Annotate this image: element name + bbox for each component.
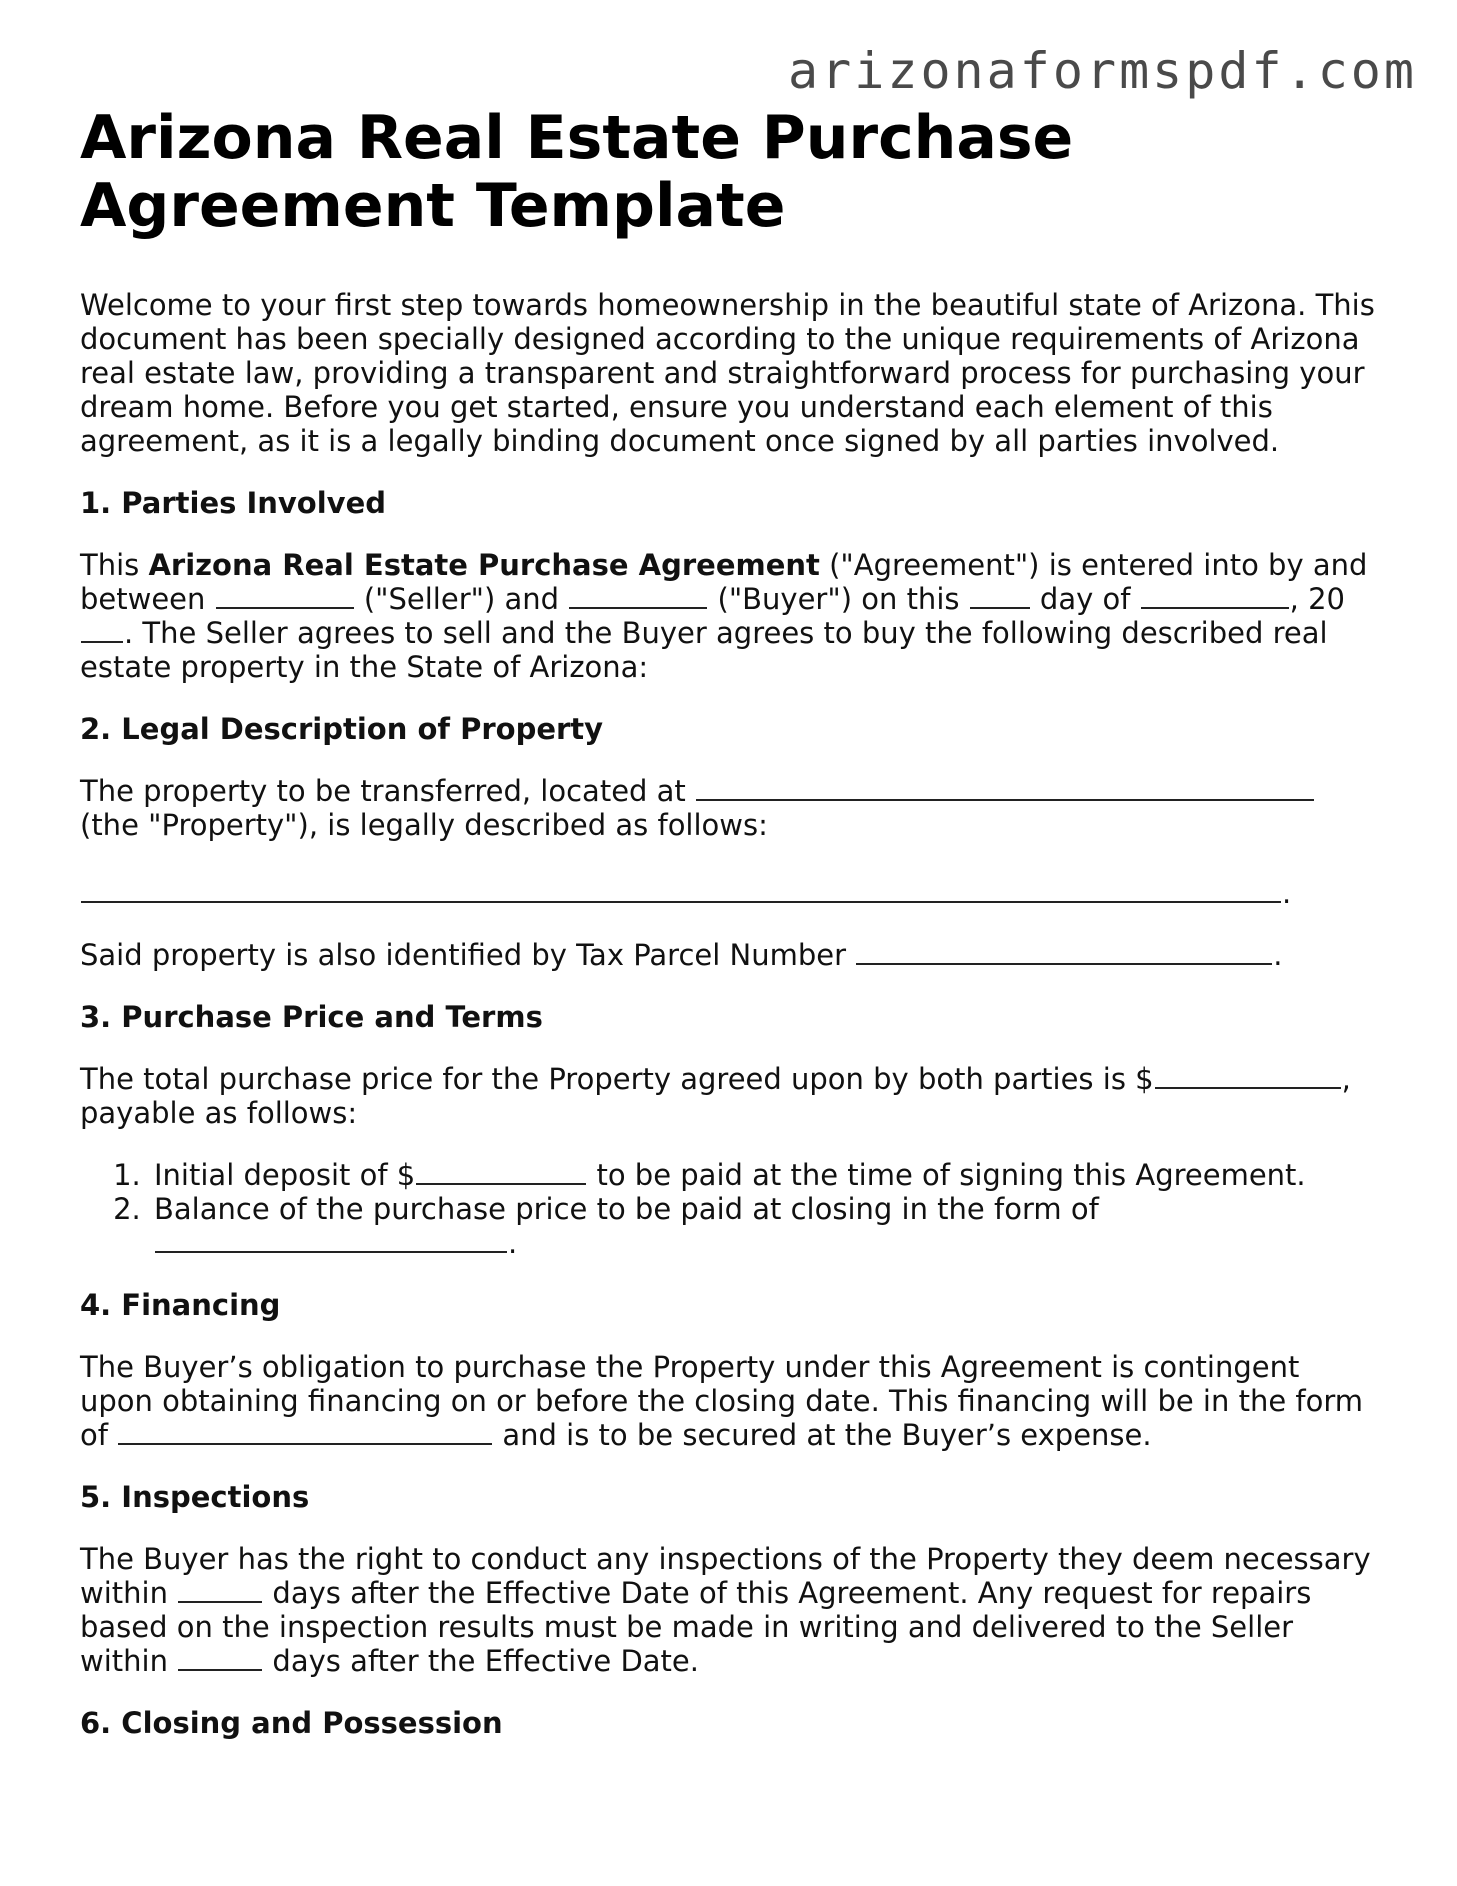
buyer-name-blank[interactable]	[569, 585, 707, 609]
property-location-text-end: (the "Property"), is legally described as follows:	[80, 808, 768, 842]
section-heading-closing: 6. Closing and Possession	[80, 1706, 503, 1740]
tax-parcel-paragraph	[80, 938, 1380, 972]
legal-description-blank[interactable]	[81, 879, 1281, 903]
tax-parcel-text: Said property is also identified by Tax Parcel Number	[80, 938, 856, 972]
inspections-text-c: days after the Effective Date.	[263, 1644, 699, 1678]
year-blank[interactable]	[81, 619, 123, 643]
document-page	[80, 104, 1380, 1768]
financing-form-blank[interactable]	[118, 1421, 492, 1445]
balance-blank-line	[154, 1226, 1380, 1260]
initial-deposit-blank[interactable]	[416, 1161, 586, 1185]
intro-paragraph: Welcome to your first step towards homeownership in the beautiful state of Arizona. This document has been specially designed according to the unique requirements of Arizona real estate law, providing a transparent and straightforward process for purchasing your dream home. Before you get started, ensure you understand each element of this agreement, as it is a legally binding document once signed by all parties involved.	[80, 288, 1375, 458]
parties-text-end: . The Seller agrees to sell and the Buyer agrees to buy the following described real estate property in the State of Arizona:	[80, 616, 1328, 684]
initial-deposit-text: Initial deposit of $	[154, 1158, 416, 1192]
section-heading-legal-description: 2. Legal Description of Property	[80, 712, 604, 746]
section-heading-parties: 1. Parties Involved	[80, 486, 387, 520]
day-blank[interactable]	[970, 585, 1030, 609]
parties-text-day: day of	[1030, 582, 1140, 616]
section-heading-financing: 4. Financing	[80, 1288, 281, 1322]
parties-paragraph	[80, 548, 1380, 684]
parties-text-between: ("Agreement") is entered into by and between	[80, 548, 1368, 616]
title-line-1: Arizona Real Estate Purchase	[80, 103, 1074, 173]
financing-paragraph	[80, 1350, 1380, 1452]
parties-text-year: , 20	[1289, 582, 1345, 616]
section-heading-purchase-price: 3. Purchase Price and Terms	[80, 1000, 543, 1034]
list-item-initial-deposit	[150, 1158, 1380, 1192]
parties-text-seller: ("Seller") and	[354, 582, 569, 616]
financing-text-end: and is to be secured at the Buyer’s expense.	[493, 1418, 1152, 1452]
purchase-price-paragraph	[80, 1062, 1380, 1130]
inspections-text-a: The Buyer has the right to conduct any inspections of the Property they deem necessary within	[80, 1542, 1371, 1610]
tax-parcel-blank[interactable]	[856, 941, 1272, 965]
purchase-price-text: The total purchase price for the Property agreed upon by both parties is $	[80, 1062, 1154, 1096]
title-line-2: Agreement Template	[80, 171, 786, 241]
purchase-price-text-end: , payable as follows:	[80, 1062, 1351, 1130]
financing-text: The Buyer’s obligation to purchase the Property under this Agreement is contingent upon obtaining financing on or before the closing date. This financing will be in the form of	[80, 1350, 1363, 1452]
month-blank[interactable]	[1141, 585, 1289, 609]
legal-description-line	[80, 876, 1380, 910]
legal-description-period: .	[1282, 876, 1292, 910]
tax-parcel-period: .	[1273, 938, 1283, 972]
list-item-balance	[150, 1192, 1380, 1260]
watermark: arizonaformspdf.com	[788, 42, 1417, 100]
seller-name-blank[interactable]	[216, 585, 354, 609]
initial-deposit-text-end: to be paid at the time of signing this Agreement.	[587, 1158, 1306, 1192]
balance-text: Balance of the purchase price to be paid at closing in the form of	[154, 1192, 1099, 1226]
section-heading-inspections: 5. Inspections	[80, 1480, 310, 1514]
balance-form-blank[interactable]	[155, 1229, 507, 1253]
repair-request-days-blank[interactable]	[178, 1647, 262, 1671]
purchase-price-blank[interactable]	[1155, 1065, 1341, 1089]
inspections-paragraph	[80, 1542, 1380, 1678]
payment-terms-list	[80, 1158, 1380, 1260]
page-title	[80, 104, 1380, 240]
agreement-name-bold: Arizona Real Estate Purchase Agreement	[148, 548, 820, 582]
property-location-paragraph	[80, 774, 1380, 842]
property-address-blank[interactable]	[696, 777, 1314, 801]
property-location-text: The property to be transferred, located at	[80, 774, 696, 808]
inspection-days-blank[interactable]	[178, 1579, 262, 1603]
inspections-text-b: days after the Effective Date of this Agreement. Any request for repairs based on the inspection results must be made in writing and delivered to the Seller within	[80, 1576, 1312, 1678]
parties-text-buyer: ("Buyer") on this	[708, 582, 969, 616]
parties-text-this: This	[80, 548, 149, 582]
balance-period: .	[508, 1226, 518, 1260]
